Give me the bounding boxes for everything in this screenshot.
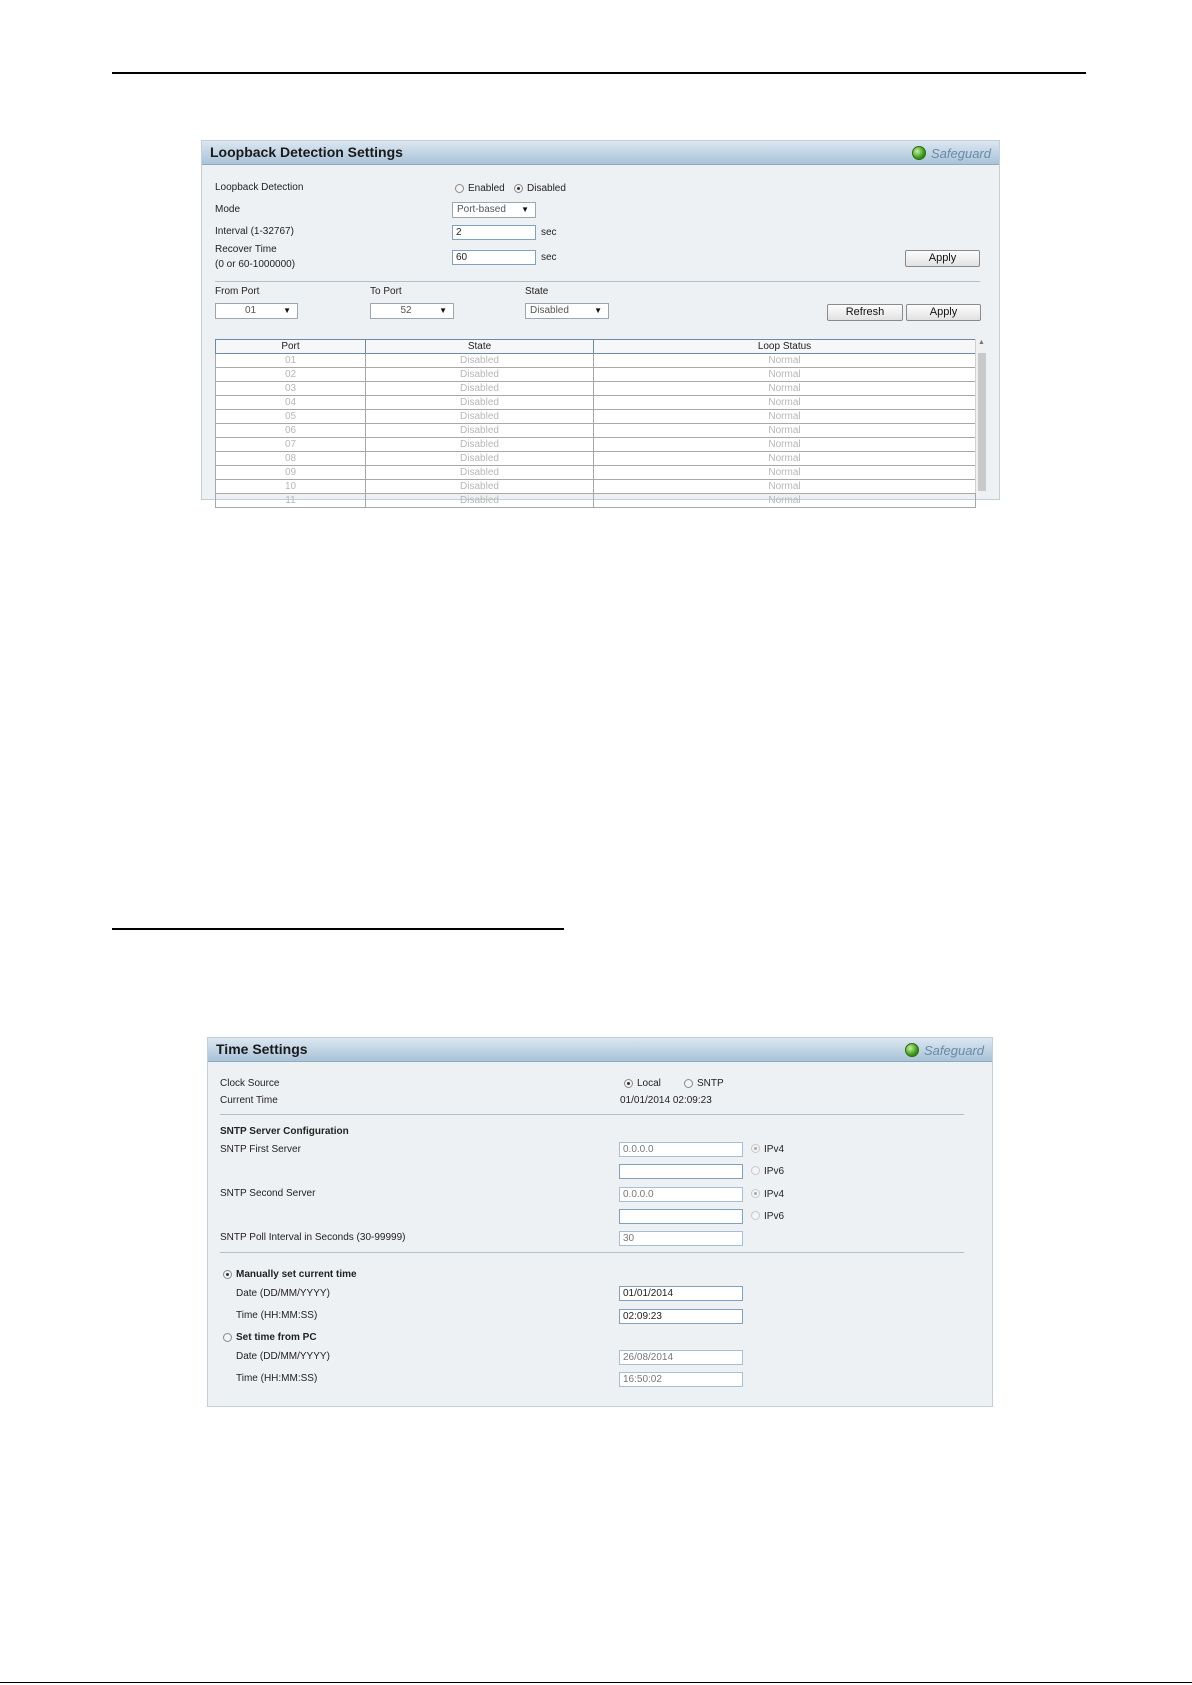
cell-port: 04 [216, 396, 366, 410]
sntp-second-server-label: SNTP Second Server [220, 1188, 316, 1199]
cell-state: Disabled [366, 452, 594, 466]
manual-time-radio[interactable] [223, 1270, 232, 1279]
manual-time-heading: Manually set current time [236, 1269, 357, 1280]
to-port-select[interactable] [370, 303, 454, 319]
current-time-value: 01/01/2014 02:09:23 [620, 1095, 712, 1106]
to-port-label: To Port [370, 286, 402, 297]
sntp-second-ipv6-input[interactable] [619, 1209, 743, 1224]
panel-title: Time Settings [216, 1041, 308, 1057]
clock-source-local-label: Local [637, 1078, 661, 1089]
pc-date-label: Date (DD/MM/YYYY) [236, 1351, 330, 1362]
loopback-enabled-label: Enabled [468, 183, 505, 194]
cell-loop-status: Normal [594, 466, 976, 480]
table-row [216, 480, 976, 494]
cell-port: 10 [216, 480, 366, 494]
sntp-first-ipv6-input[interactable] [619, 1164, 743, 1179]
loopback-detection-panel [201, 140, 1000, 506]
safeguard-icon [912, 146, 926, 160]
cell-loop-status: Normal [594, 354, 976, 368]
state-select-value: Disabled [530, 305, 569, 316]
mode-label: Mode [215, 204, 241, 215]
clock-source-sntp-label: SNTP [697, 1078, 724, 1089]
table-header-row [216, 340, 976, 354]
chevron-down-icon: ▼ [283, 306, 291, 315]
table-row [216, 382, 976, 396]
to-port-value: 52 [400, 305, 412, 316]
current-time-label: Current Time [220, 1095, 278, 1106]
table-row [216, 466, 976, 480]
from-port-value: 01 [244, 305, 257, 316]
from-port-label: From Port [215, 286, 260, 297]
cell-state: Disabled [366, 480, 594, 494]
sntp-second-ipv6-radio[interactable] [751, 1211, 760, 1220]
cell-state: Disabled [366, 466, 594, 480]
state-label: State [525, 286, 549, 297]
cell-loop-status: Normal [594, 480, 976, 494]
cell-port: 09 [216, 466, 366, 480]
cell-loop-status: Normal [594, 382, 976, 396]
page-top-rule [112, 72, 1086, 74]
recover-time-range-label: (0 or 60-1000000) [215, 259, 296, 270]
chevron-down-icon: ▼ [439, 306, 447, 315]
cell-state: Disabled [366, 368, 594, 382]
from-port-select[interactable] [215, 303, 298, 319]
loopback-enabled-radio[interactable] [455, 184, 464, 193]
panel-title: Loopback Detection Settings [210, 144, 403, 160]
time-settings-panel [207, 1037, 993, 1407]
sntp-poll-interval-label: SNTP Poll Interval in Seconds (30-99999) [220, 1232, 406, 1243]
recover-time-label: Recover Time [215, 244, 277, 255]
interval-input[interactable] [452, 225, 536, 240]
cell-state: Disabled [366, 438, 594, 452]
safeguard-icon [905, 1043, 919, 1057]
scrollbar-thumb[interactable] [978, 353, 986, 491]
cell-state: Disabled [366, 424, 594, 438]
cell-loop-status: Normal [594, 424, 976, 438]
cell-loop-status: Normal [594, 438, 976, 452]
cell-state: Disabled [366, 396, 594, 410]
section-divider [220, 1252, 964, 1253]
interval-unit: sec [541, 227, 557, 238]
sntp-first-ipv6-label: IPv6 [764, 1166, 785, 1177]
cell-port: 06 [216, 424, 366, 438]
sntp-poll-interval-input[interactable] [619, 1231, 743, 1246]
safeguard-indicator [912, 145, 991, 161]
sntp-second-ipv4-input[interactable] [619, 1187, 743, 1202]
manual-date-label: Date (DD/MM/YYYY) [236, 1288, 330, 1299]
panel-header [202, 141, 999, 165]
sntp-first-ipv4-label: IPv4 [764, 1144, 785, 1155]
cell-port: 05 [216, 410, 366, 424]
cell-port: 07 [216, 438, 366, 452]
table-row [216, 424, 976, 438]
cell-loop-status: Normal [594, 396, 976, 410]
table-row [216, 368, 976, 382]
section-divider [220, 1114, 964, 1115]
cell-loop-status: Normal [594, 494, 976, 508]
recover-time-input[interactable] [452, 250, 536, 265]
interval-label: Interval (1-32767) [215, 226, 294, 237]
cell-port: 03 [216, 382, 366, 396]
cell-port: 08 [216, 452, 366, 466]
chevron-down-icon: ▼ [594, 306, 602, 315]
sntp-second-ipv4-label: IPv4 [764, 1189, 785, 1200]
cell-port: 01 [216, 354, 366, 368]
pc-time-radio[interactable] [223, 1333, 232, 1342]
pc-date-input[interactable] [619, 1350, 743, 1365]
sntp-second-ipv4-radio[interactable] [751, 1189, 760, 1198]
cell-state: Disabled [366, 354, 594, 368]
loopback-disabled-radio[interactable] [514, 184, 523, 193]
recover-time-unit: sec [541, 252, 557, 263]
section-divider [215, 281, 980, 282]
sntp-first-ipv4-radio[interactable] [751, 1144, 760, 1153]
table-row [216, 354, 976, 368]
mode-select-value: Port-based [457, 204, 506, 215]
table-scrollbar[interactable] [975, 339, 988, 493]
cell-state: Disabled [366, 494, 594, 508]
manual-time-label: Time (HH:MM:SS) [236, 1310, 318, 1321]
pc-time-label: Time (HH:MM:SS) [236, 1373, 318, 1384]
safeguard-label: Safeguard [931, 145, 991, 161]
sntp-first-ipv6-radio[interactable] [751, 1166, 760, 1175]
manual-time-input[interactable] [619, 1309, 743, 1324]
mode-select[interactable] [452, 202, 536, 218]
manual-date-input[interactable] [619, 1286, 743, 1301]
clock-source-local-radio[interactable] [624, 1079, 633, 1088]
panel-header [208, 1038, 992, 1062]
safeguard-label: Safeguard [924, 1042, 984, 1058]
clock-source-sntp-radio[interactable] [684, 1079, 693, 1088]
loopback-detection-label: Loopback Detection [215, 182, 304, 193]
page-bottom-rule [0, 1682, 1192, 1683]
sntp-config-heading: SNTP Server Configuration [220, 1126, 349, 1137]
table-row [216, 452, 976, 466]
cell-loop-status: Normal [594, 410, 976, 424]
cell-loop-status: Normal [594, 368, 976, 382]
chevron-down-icon: ▼ [521, 205, 529, 214]
section-underline [112, 928, 564, 930]
safeguard-indicator [905, 1042, 984, 1058]
cell-loop-status: Normal [594, 452, 976, 466]
table-row [216, 494, 976, 508]
port-table [215, 339, 975, 506]
pc-time-input[interactable] [619, 1372, 743, 1387]
chevron-up-icon[interactable]: ▲ [978, 339, 985, 346]
table-row [216, 438, 976, 452]
state-select[interactable] [525, 303, 609, 319]
column-header-state: State [366, 340, 594, 354]
sntp-second-ipv6-label: IPv6 [764, 1211, 785, 1222]
table-row [216, 396, 976, 410]
sntp-first-ipv4-input[interactable] [619, 1142, 743, 1157]
cell-state: Disabled [366, 382, 594, 396]
cell-state: Disabled [366, 410, 594, 424]
table-row [216, 410, 976, 424]
column-header-loop-status: Loop Status [594, 340, 976, 354]
cell-port: 02 [216, 368, 366, 382]
loopback-disabled-label: Disabled [527, 183, 566, 194]
pc-time-heading: Set time from PC [236, 1332, 317, 1343]
refresh-button[interactable]: Refresh [827, 304, 903, 321]
apply-global-button[interactable]: Apply [905, 250, 980, 267]
cell-port: 11 [216, 494, 366, 508]
sntp-first-server-label: SNTP First Server [220, 1144, 301, 1155]
apply-port-button[interactable]: Apply [906, 304, 981, 321]
column-header-port: Port [216, 340, 366, 354]
clock-source-label: Clock Source [220, 1078, 280, 1089]
